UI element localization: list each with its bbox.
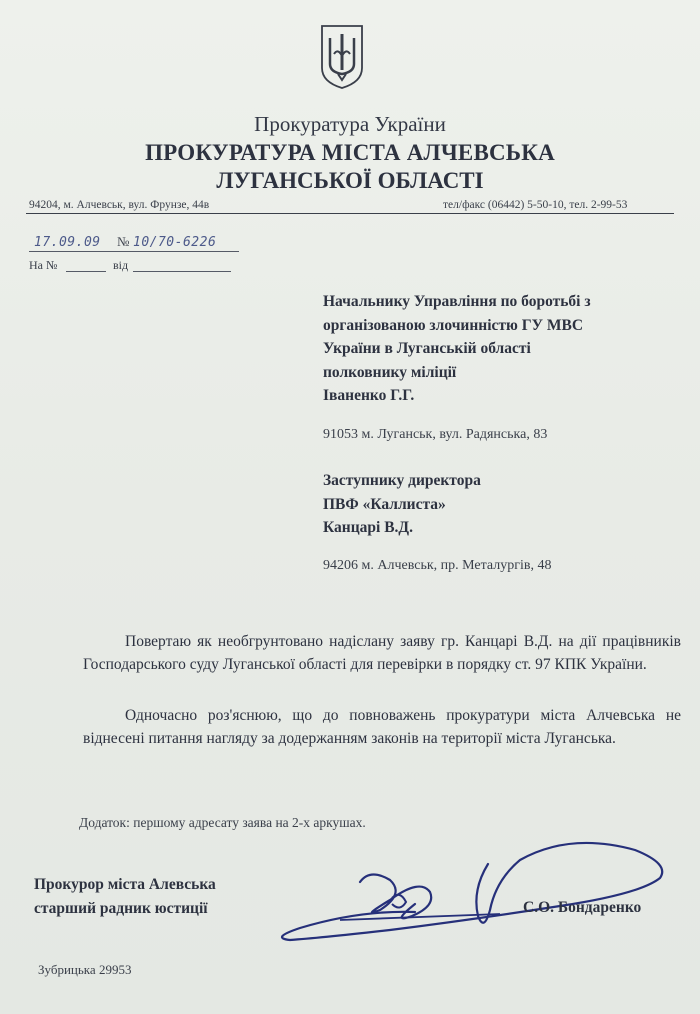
ministry-name: Прокуратура України	[254, 112, 446, 136]
handwritten-signature	[240, 820, 680, 960]
recipient-block-2	[323, 469, 481, 540]
reference-number-label: На №	[29, 258, 58, 272]
recipient-line: організованою злочинністю ГУ МВС	[323, 316, 584, 334]
executor-note: Зубрицька 29953	[38, 962, 132, 977]
organization-name-line2: ЛУГАНСЬКОЇ ОБЛАСТІ	[216, 168, 484, 193]
recipient-line: ПВФ «Каллиста»	[323, 495, 446, 513]
recipient-line: полковнику міліції	[323, 363, 457, 381]
recipient-line: Заступнику директора	[323, 472, 481, 489]
signer-name: С.О. Бондаренко	[523, 899, 642, 916]
signer-title-line1: Прокурор міста Алевська	[34, 876, 216, 893]
recipient-line: України в Луганській області	[323, 340, 531, 357]
organization-name-line1: ПРОКУРАТУРА МІСТА АЛЧЕВСЬКА	[145, 140, 555, 165]
body-paragraph-2: Одночасно роз'яснюю, що до повноважень прокуратури міста Алчевська не віднесені питання нагляду за додержанням законів на території міста Луганська.	[83, 707, 681, 747]
reference-date-label: від	[113, 258, 129, 272]
header-divider	[26, 213, 674, 214]
registration-number: 10/70-6226	[133, 235, 217, 250]
body-paragraph-1: Повертаю як необгрунтовано надіслану заяву гр. Канцарі В.Д. на дії працівників Господарського суду Луганської області для перевірки в порядку ст. 97 КПК України.	[83, 633, 681, 673]
organization-phones: тел/факс (06442) 5-50-10, тел. 2-99-53	[443, 199, 628, 211]
signer-title-line2: старший радник юстиції	[34, 900, 208, 917]
reference-number-blank	[66, 271, 106, 272]
registration-underline	[29, 251, 239, 252]
recipient-line: Начальнику Управління по боротьбі з	[323, 293, 591, 310]
recipient-address-2: 94206 м. Алчевськ, пр. Металургів, 48	[323, 558, 552, 573]
registration-number-label: №	[117, 234, 130, 249]
recipient-address-1: 91053 м. Луганськ, вул. Радянська, 83	[323, 427, 548, 442]
attachment-note: Додаток: першому адресату заява на 2-х аркушах.	[79, 815, 366, 830]
tryzub-emblem-icon	[320, 24, 364, 90]
reference-date-blank	[133, 271, 231, 272]
recipient-line: Іваненко Г.Г.	[323, 387, 415, 404]
registration-date: 17.09.09	[34, 235, 101, 250]
recipient-line: Канцарі В.Д.	[323, 519, 413, 536]
recipient-block-1	[323, 290, 591, 408]
organization-address: 94204, м. Алчевськ, вул. Фрунзе, 44в	[29, 199, 210, 211]
